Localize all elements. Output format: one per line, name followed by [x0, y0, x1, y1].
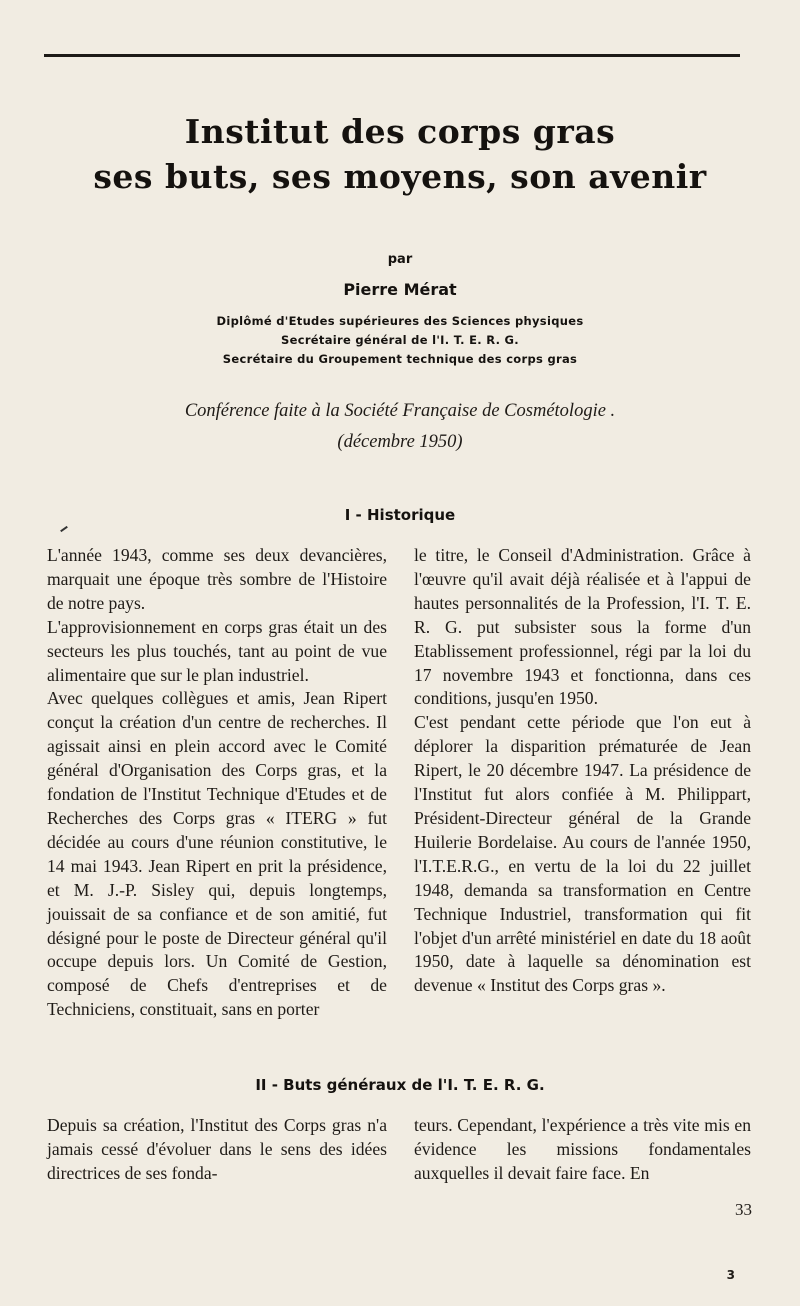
stray-mark: [60, 526, 68, 532]
section-heading-historique: I - Historique: [344, 506, 456, 524]
conference-line-2: (décembre 1950): [337, 432, 463, 452]
author-credential-2: Secrétaire général de l'I. T. E. R. G.: [281, 333, 519, 347]
author-name: Pierre Mérat: [343, 280, 457, 299]
section1-left-column: [47, 544, 387, 1022]
section-heading-buts-generaux: II - Buts généraux de l'I. T. E. R. G.: [255, 1076, 545, 1094]
paragraph: L'année 1943, comme ses deux devancières, marquait une époque très sombre de l'Histoire de notre pays.: [47, 545, 387, 613]
title-line-1: Institut des corps gras: [184, 112, 616, 151]
title-line-2: ses buts, ses moyens, son avenir: [93, 157, 707, 196]
author-credential-3: Secrétaire du Groupement technique des corps gras: [222, 352, 578, 366]
sheet-number: 3: [726, 1268, 735, 1282]
top-rule: [44, 54, 740, 57]
section2-right-column: [414, 1114, 751, 1186]
conference-line-1: Conférence faite à la Société Française de Cosmétologie .: [184, 401, 616, 421]
byline-par: par: [387, 252, 413, 267]
author-credential-1: Diplômé d'Etudes supérieures des Sciences physiques: [216, 314, 584, 328]
paragraph: Depuis sa création, l'Institut des Corps gras n'a jamais cessé d'évoluer dans le sens des idées directrices de ses fonda-: [47, 1115, 387, 1183]
paragraph: C'est pendant cette période que l'on eut à déplorer la disparition prématurée de Jean Ripert, le 20 décembre 1947. La présidence de l'Institut fut alors confiée à M. Philippart, Président-Directeur général de la Grande Huilerie Bordelaise. Au cours de l'année 1950, l'I.T.E.R.G., en vertu de la loi du 22 juillet 1948, demanda sa transformation en Centre Technique Industriel, transformation qui fit l'objet d'un arrêté ministériel en date du 18 août 1950, date à laquelle sa dénomination est devenue « Institut des Corps gras ».: [414, 712, 751, 996]
paragraph: teurs. Cependant, l'expérience a très vite mis en évidence les missions fondamentales auxquelles il devait faire face. En: [414, 1115, 751, 1183]
paragraph: Avec quelques collègues et amis, Jean Ripert conçut la création d'un centre de recherches. Il agissait ainsi en plein accord avec le Comité général d'Organisation des Corps gras, et la fondation de l'Institut Technique d'Etudes et de Recherches des Corps gras « ITERG » fut décidée au cours d'une réunion constitutive, le 14 mai 1943. Jean Ripert en prit la présidence, et M. J.-P. Sisley qui, depuis longtemps, jouissait de sa confiance et de son amitié, fut désigné pour le poste de Directeur général qu'il occupe depuis lors. Un Comité de Gestion, composé de Chefs d'entreprises et de Techniciens, constituait, sans en porter: [47, 688, 387, 1020]
section1-right-column: [414, 544, 751, 998]
paragraph: le titre, le Conseil d'Administration. Grâce à l'œuvre qu'il avait déjà réalisée et à l'appui de hautes personnalités de la Profession, l'I. T. E. R. G. put subsister sous la forme d'un Etablissement professionnel, régi par la loi du 17 novembre 1943 et fonctionna, dans ces conditions, jusqu'en 1950.: [414, 545, 751, 709]
page-number: 33: [735, 1200, 752, 1219]
paragraph: L'approvisionnement en corps gras était un des secteurs les plus touchés, tant au point de vue alimentaire que sur le plan industriel.: [47, 616, 387, 685]
section2-left-column: [47, 1114, 387, 1186]
